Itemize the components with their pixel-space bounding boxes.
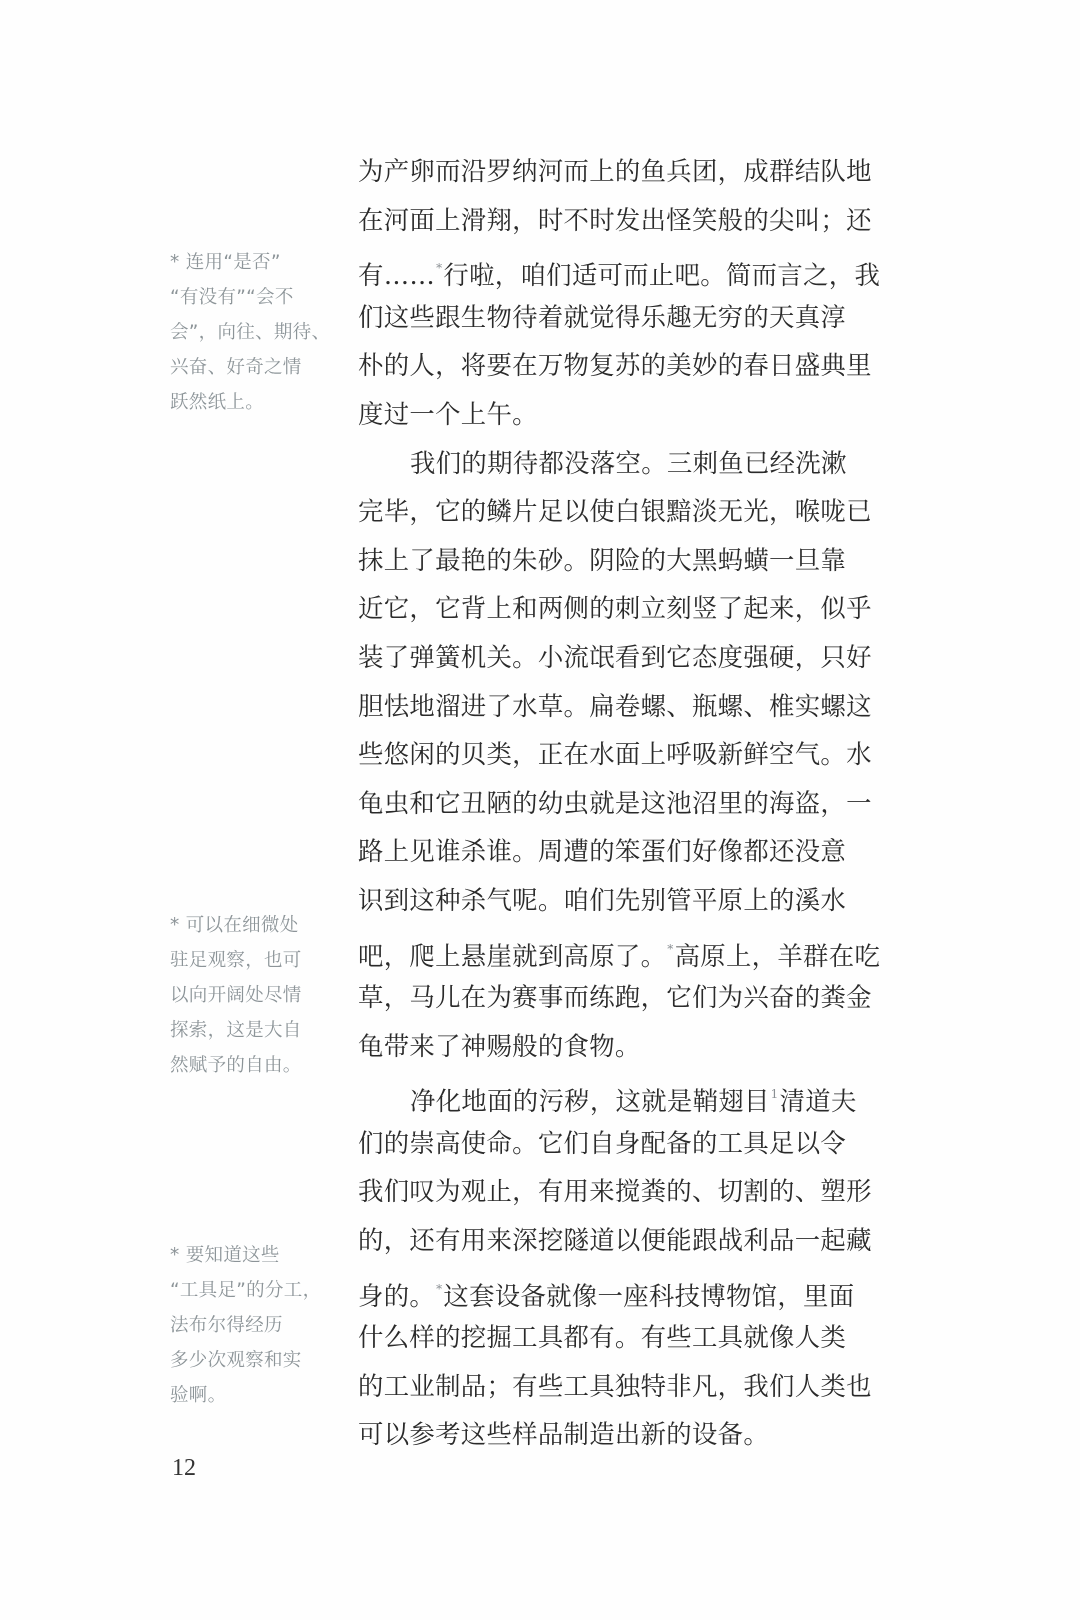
- text-line: 完毕，它的鳞片足以使白银黯淡无光，喉咙已: [358, 496, 872, 527]
- annotation-marker: *: [436, 1281, 443, 1296]
- margin-note: [170, 908, 330, 1083]
- text-line: 龟带来了神赐般的食物。: [358, 1030, 641, 1061]
- text-line: 龟虫和它丑陋的幼虫就是这池沼里的海盗，一: [358, 787, 872, 818]
- text-line: [358, 1265, 878, 1314]
- text-line: 可以参考这些样品制造出新的设备。: [358, 1419, 770, 1450]
- text-line: 我们叹为观止，有用来搅粪的、切割的、塑形: [358, 1176, 872, 1207]
- text-line: [358, 1070, 878, 1119]
- text-line: 在河面上滑翔，时不时发出怪笑般的尖叫；还: [358, 204, 872, 235]
- text-segment: 吧，爬上悬崖就到高原了。: [358, 940, 667, 971]
- annotation-marker: *: [436, 261, 443, 276]
- text-line: 胆怯地溜进了水草。扁卷螺、瓶螺、椎实螺这: [358, 690, 872, 721]
- note-line: 探索，这是大自: [170, 1020, 302, 1041]
- text-line: [358, 925, 881, 974]
- paragraph: [358, 147, 881, 439]
- paragraph: [358, 439, 881, 1071]
- text-segment: 行啦，咱们适可而止吧。简而言之，我: [443, 260, 881, 291]
- note-line: * 要知道这些: [170, 1245, 280, 1266]
- paragraph: [358, 1070, 878, 1459]
- text-line: 草，马儿在为赛事而练跑，它们为兴奋的粪金: [358, 982, 872, 1013]
- text-segment: 清道夫: [779, 1086, 857, 1117]
- text-line: 近它，它背上和两侧的刺立刻竖了起来，似乎: [358, 593, 872, 624]
- text-line: 们这些跟生物待着就觉得乐趣无穷的天真淳: [358, 301, 847, 332]
- note-line: 兴奋、好奇之情: [170, 357, 302, 378]
- text-line: 的工业制品；有些工具独特非凡，我们人类也: [358, 1370, 872, 1401]
- note-line: * 可以在细微处: [170, 915, 299, 936]
- text-line: 什么样的挖掘工具都有。有些工具就像人类: [358, 1322, 847, 1353]
- annotation-marker: 1: [770, 1087, 779, 1102]
- annotation-marker: *: [667, 941, 674, 956]
- note-line: “有没有”“会不: [170, 287, 294, 308]
- note-line: 驻足观察，也可: [170, 950, 302, 971]
- body-text: [358, 147, 881, 1459]
- page-number: 12: [172, 1455, 196, 1481]
- text-line: 我们的期待都没落空。三刺鱼已经洗漱: [410, 447, 847, 478]
- text-segment: 身的。: [358, 1280, 436, 1311]
- text-line: 路上见谁杀谁。周遭的笨蛋们好像都还没意: [358, 836, 847, 867]
- margin-note: [170, 1238, 330, 1413]
- text-segment: 这套设备就像一座科技博物馆，里面: [443, 1280, 855, 1311]
- text-line: 装了弹簧机关。小流氓看到它态度强硬，只好: [358, 641, 872, 672]
- text-segment: 净化地面的污秽，这就是鞘翅目: [410, 1086, 770, 1117]
- note-line: 以向开阔处尽情: [170, 985, 302, 1006]
- text-line: 些悠闲的贝类，正在水面上呼吸新鲜空气。水: [358, 739, 872, 770]
- note-line: 法布尔得经历: [170, 1315, 283, 1336]
- text-line: 的，还有用来深挖隧道以便能跟战利品一起藏: [358, 1225, 872, 1256]
- text-line: 朴的人，将要在万物复苏的美妙的春日盛典里: [358, 350, 872, 381]
- note-line: 跃然纸上。: [170, 392, 265, 413]
- note-line: 然赋予的自由。: [170, 1055, 302, 1076]
- text-segment: 高原上，羊群在吃: [674, 940, 881, 971]
- text-line: [358, 244, 881, 293]
- note-line: 验啊。: [170, 1385, 227, 1406]
- text-line: 为产卵而沿罗纳河而上的鱼兵团，成群结队地: [358, 156, 872, 186]
- note-line: “工具足”的分工，: [170, 1280, 322, 1301]
- note-line: 会”，向往、期待、: [170, 322, 331, 343]
- text-line: 识到这种杀气呢。咱们先别管平原上的溪水: [358, 884, 847, 915]
- margin-note: [170, 245, 330, 420]
- text-line: 度过一个上午。: [358, 398, 538, 429]
- text-segment: 有……: [358, 260, 436, 291]
- note-line: 多少次观察和实: [170, 1350, 302, 1371]
- text-line: 们的崇高使命。它们自身配备的工具足以令: [358, 1127, 847, 1158]
- text-line: 抹上了最艳的朱砂。阴险的大黑蚂蟥一旦靠: [358, 544, 847, 575]
- note-line: * 连用“是否”: [170, 252, 281, 273]
